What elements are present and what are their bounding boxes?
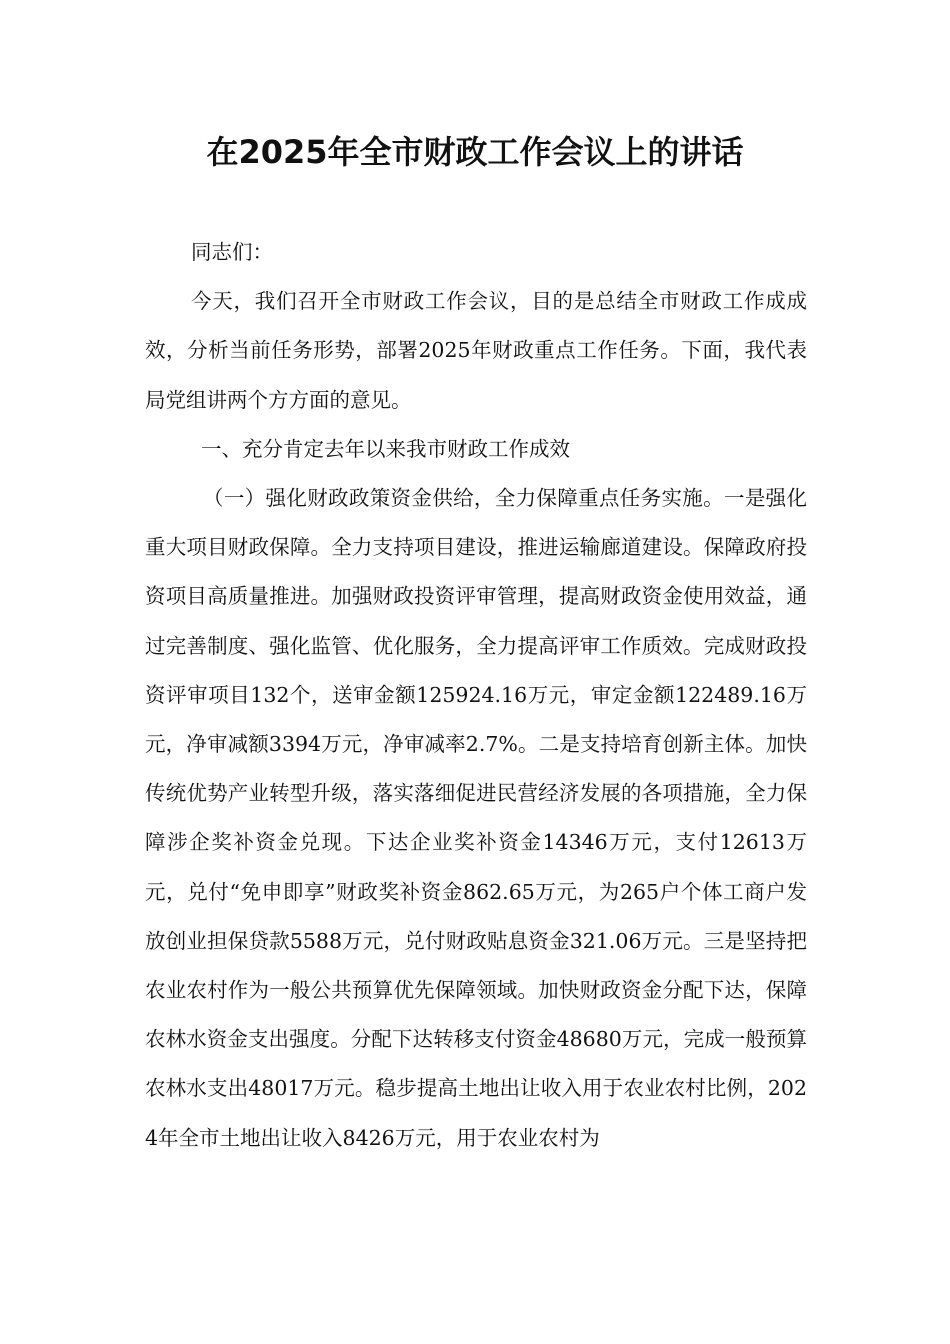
salutation: 同志们：: [191, 240, 273, 264]
document-title: 在2025年全市财政工作会议上的讲话: [206, 133, 744, 171]
section-body-paragraph: （一）强化财政政策资金供给，全力保障重点任务实施。一是强化重大项目财政保障。全力支持项目建设，推进运输廊道建设。保障政府投资项目高质量推进。加强财政投资评审管理，提高财政资金使用效益，通过完善制度、强化监管、优化服务，全力提高评审工作质效。完成财政投资评审项目132个，送审金额125924.16万元，审定金额122489.16万元，净审减额3394万元，净审减率2.7%。二是支持培育创新主体。加快传统优势产业转型升级，落实落细促进民营经济发展的各项措施，全力保障涉企奖补资金兑现。下达企业奖补资金14346万元，支付12613万元，兑付“免申即享”财政奖补资金862.65万元，为265户个体工商户发放创业担保贷款5588万元，兑付财政贴息资金321.06万元。三是坚持把农业农村作为一般公共预算优先保障领域。加快财政资金分配下达，保障农林水资金支出强度。分配下达转移支付资金48680万元，完成一般预算农林水支出48017万元。稳步提高土地出让收入用于农业农村比例，2024年全市土地出让收入8426万元，用于农业农村为: [145, 486, 807, 1150]
intro-paragraph: 今天，我们召开全市财政工作会议，目的是总结全市财政工作成成效，分析当前任务形势，部署2025年财政重点工作任务。下面，我代表局党组讲两个方方面的意见。: [145, 289, 807, 412]
document-body: [145, 228, 807, 1163]
section-heading: 一、充分肯定去年以来我市财政工作成效: [201, 436, 570, 461]
